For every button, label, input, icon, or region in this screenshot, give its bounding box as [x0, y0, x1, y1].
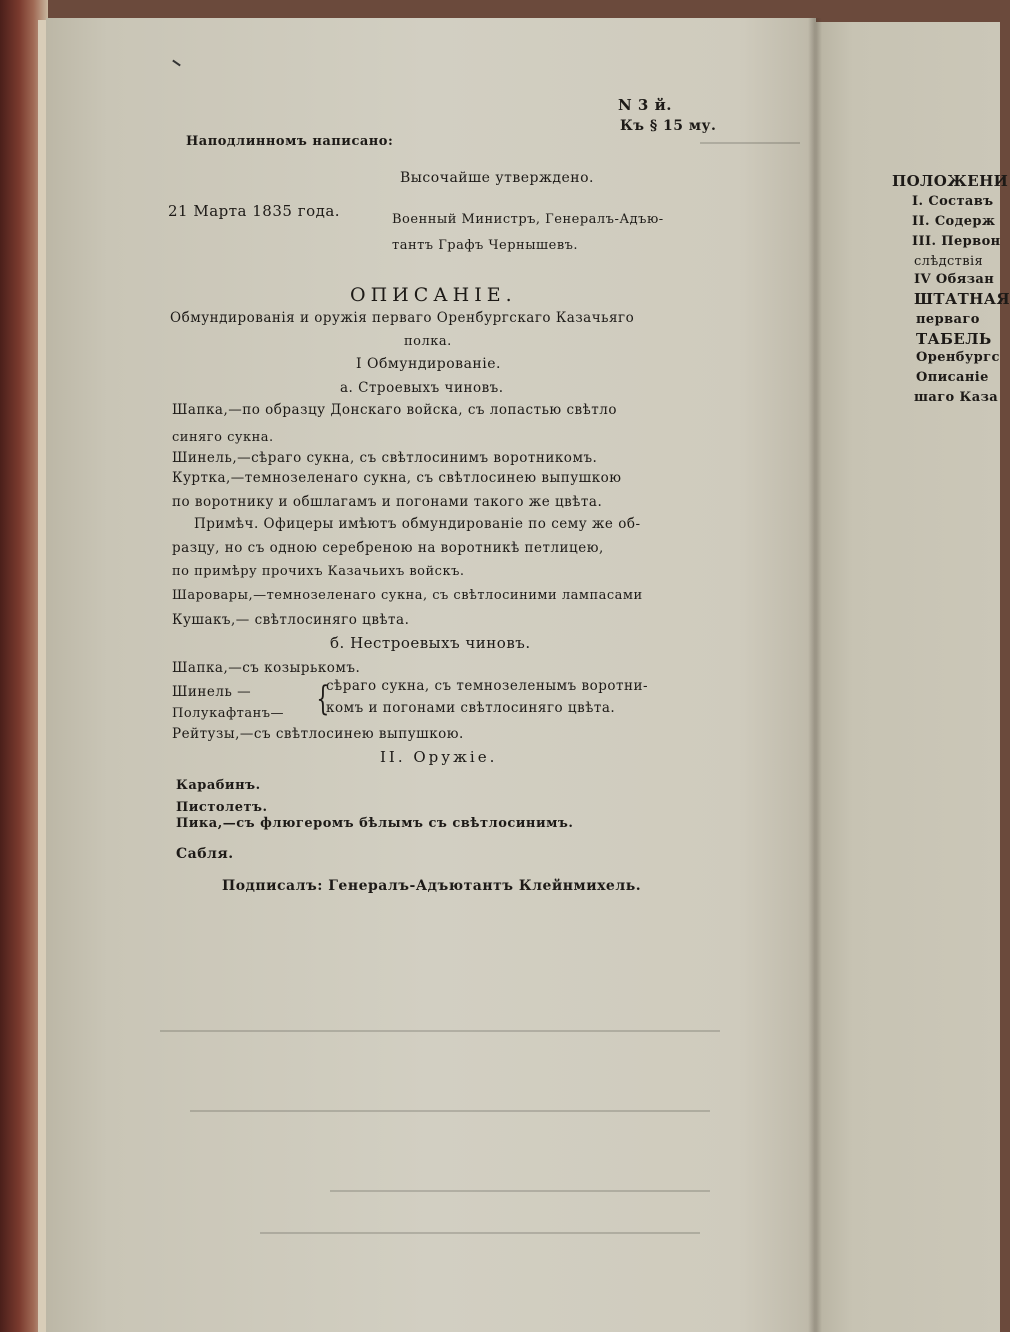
minister-line-2: тантъ Графъ Чернышевъ.: [392, 238, 579, 253]
uniform-line: Кушакъ,— свѣтлосиняго цвѣта.: [172, 612, 410, 628]
uniform-line: комъ и погонами свѣтлосиняго цвѣта.: [326, 700, 616, 716]
uniform-line: синяго сукна.: [172, 430, 274, 445]
right-page-line: Описанiе: [916, 370, 989, 385]
document-title: ОПИСАНIЕ.: [350, 284, 517, 306]
uniform-note: по примѣру прочихъ Казачьихъ войскъ.: [172, 564, 465, 579]
uniform-line: Шинель,—сѣраго сукна, съ свѣтлосинимъ воротникомъ.: [172, 450, 598, 466]
right-page-line: III. Первон: [912, 234, 1001, 249]
right-page-line: шаго Каза: [914, 390, 999, 405]
document-number: N 3 й.: [618, 96, 672, 114]
show-through-line: [330, 1190, 710, 1192]
right-page-line: Оренбургс: [916, 350, 1000, 365]
approval-note: Высочайше утверждено.: [400, 170, 594, 186]
uniform-line: Полукафтанъ—: [172, 706, 284, 721]
show-through-line: [190, 1110, 710, 1112]
uniform-line: Шаровары,—темнозеленаго сукна, съ свѣтлосиними лампасами: [172, 588, 643, 603]
subsection-a-heading: a. Строевыхъ чиновъ.: [340, 380, 504, 396]
page-gutter: [808, 18, 822, 1332]
show-through-line: [260, 1232, 700, 1234]
minister-line-1: Военный Министръ, Генералъ-Адъю-: [392, 212, 664, 227]
right-page-line: ШТАТНАЯ: [914, 290, 1010, 308]
right-page-line: ТАБЕЛЬ: [916, 330, 992, 348]
uniform-line: Куртка,—темнозеленаго сукна, съ свѣтлосинею выпушкою: [172, 470, 622, 486]
right-page-line: I. Составъ: [912, 194, 994, 209]
brace-mark: {: [316, 679, 330, 719]
uniform-line: сѣраго сукна, съ темнозеленымъ воротни-: [326, 678, 649, 694]
title-line-2: полка.: [404, 334, 452, 349]
uniform-line: Шапка,—съ козырькомъ.: [172, 660, 361, 676]
original-note: Наподлинномъ написано:: [186, 134, 394, 149]
weapon-item: Пика,—съ флюгеромъ бѣлымъ съ свѣтлосинимъ.: [176, 816, 574, 831]
right-page-line: слѣдствiя: [914, 254, 984, 269]
uniform-line: Рейтузы,—съ свѣтлосинею выпушкою.: [172, 726, 464, 742]
right-page-line: II. Содерж: [912, 214, 996, 229]
right-page-line: ПОЛОЖЕНИ: [892, 172, 1009, 190]
show-through-line: [700, 142, 800, 144]
section-reference: Къ § 15 му.: [620, 118, 717, 134]
date-line: 21 Марта 1835 года.: [168, 202, 341, 220]
weapon-item: Пистолетъ.: [176, 800, 268, 815]
right-page-line: перваго: [916, 312, 980, 327]
uniform-note: Примѣч. Офицеры имѣютъ обмундированiе по сему же об-: [194, 516, 641, 532]
weapon-item: Карабинъ.: [176, 778, 261, 793]
section-1-heading: I Обмундированiе.: [356, 356, 501, 372]
weapon-item: Сабля.: [176, 846, 234, 862]
uniform-line: Шапка,—по образцу Донскаго войска, съ лопастью свѣтло: [172, 402, 617, 418]
uniform-line: по воротнику и обшлагамъ и погонами такого же цвѣта.: [172, 494, 603, 510]
signature-line: Подписалъ: Генералъ-Адъютантъ Клейнмихель.: [222, 878, 642, 894]
subsection-b-heading: б. Нестроевыхъ чиновъ.: [330, 634, 531, 652]
right-page-line: IV Обязан: [914, 272, 995, 287]
title-line-1: Обмундированiя и оружiя перваго Оренбургскаго Казачьяго: [170, 310, 635, 326]
section-2-heading: II. Оружiе.: [380, 748, 498, 766]
show-through-line: [160, 1030, 720, 1032]
uniform-note: разцу, но съ одною серебреною на воротникѣ петлицею,: [172, 540, 604, 556]
uniform-line: Шинель —: [172, 684, 252, 700]
